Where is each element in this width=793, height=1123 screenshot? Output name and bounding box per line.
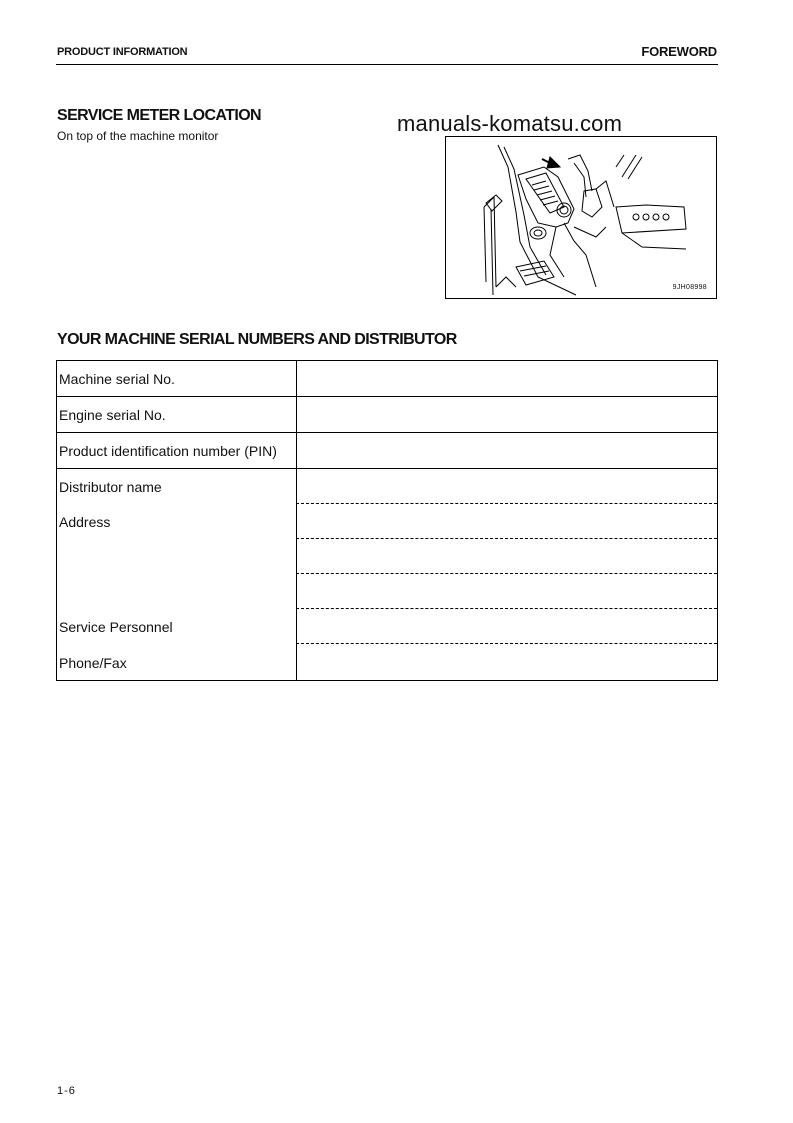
table-row-divider (57, 468, 717, 469)
pin-label: Product identification number (PIN) (59, 443, 277, 459)
watermark: manuals-komatsu.com (397, 111, 623, 136)
write-in-line (296, 573, 717, 574)
service-meter-title: SERVICE METER LOCATION (57, 107, 262, 124)
write-in-line (296, 643, 717, 644)
header-rule (56, 64, 718, 65)
machine-monitor-illustration (446, 137, 717, 299)
header-chapter-label: FOREWORD (641, 44, 717, 59)
distributor-name-label: Distributor name (59, 479, 162, 495)
machine-serial-label: Machine serial No. (59, 371, 175, 387)
phone-fax-label: Phone/Fax (59, 655, 127, 671)
service-meter-figure (445, 136, 717, 299)
engine-serial-label: Engine serial No. (59, 407, 166, 423)
serial-numbers-table (56, 360, 718, 681)
serial-section-title: YOUR MACHINE SERIAL NUMBERS AND DISTRIBUTOR (57, 331, 457, 348)
address-label: Address (59, 514, 111, 530)
header-section-label: PRODUCT INFORMATION (57, 46, 188, 58)
table-column-divider (296, 361, 297, 680)
page-number: 1-6 (57, 1085, 76, 1097)
service-personnel-label: Service Personnel (59, 619, 173, 635)
write-in-line (296, 608, 717, 609)
figure-code: 9JH08998 (672, 284, 707, 291)
table-row-divider (57, 432, 717, 433)
service-meter-subtitle: On top of the machine monitor (57, 129, 219, 143)
table-row-divider (57, 396, 717, 397)
write-in-line (296, 538, 717, 539)
write-in-line (296, 503, 717, 504)
